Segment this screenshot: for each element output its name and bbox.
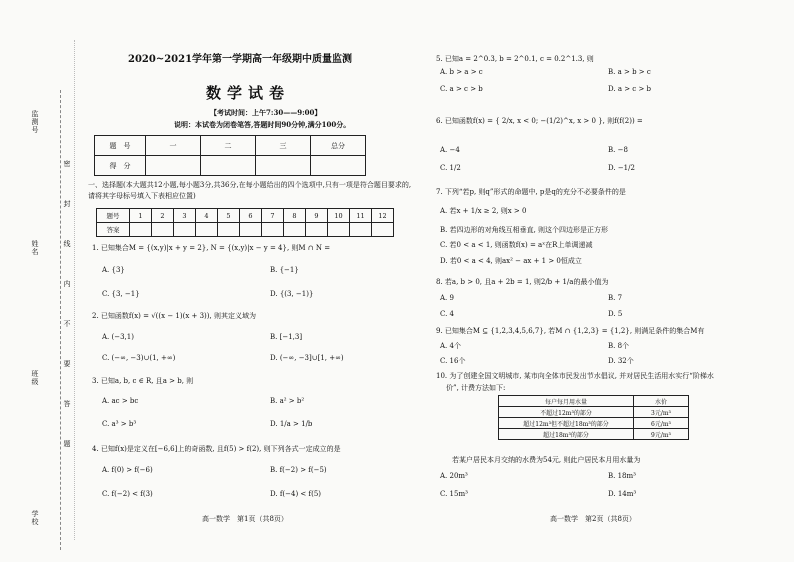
- binding-margin: [0, 0, 78, 562]
- page-2: [432, 40, 784, 545]
- subject-title: 数学试卷: [206, 84, 291, 102]
- question-8-option-a[interactable]: A. 9: [440, 294, 454, 302]
- seal-char: 封: [63, 200, 71, 208]
- question-8-option-c[interactable]: C. 4: [440, 310, 455, 318]
- question-5-stem: 5. 已知a = 2^0.3, b = 2^0.1, c = 0.2^1.3, 则: [436, 55, 594, 63]
- score-row-label: 得 分: [95, 156, 146, 176]
- water-table-cell: 9元/m³: [634, 429, 689, 440]
- question-3-option-a[interactable]: A. ac > bc: [102, 397, 139, 405]
- question-9-stem: 9. 已知集合M ⊆ {1,2,3,4,5,6,7}, 若M ∩ {1,2,3} = {1,2}, 则满足条件的集合M有: [436, 327, 705, 335]
- seal-line: [60, 90, 61, 550]
- answer-number: 7: [262, 209, 284, 223]
- question-8-option-b[interactable]: B. 7: [608, 294, 623, 302]
- score-header: 二: [201, 136, 256, 156]
- question-7-option-c[interactable]: C. 若0 < a < 1, 则函数f(x) = aˣ在R上单调递减: [440, 241, 593, 249]
- score-cell[interactable]: [201, 156, 256, 176]
- answer-cell[interactable]: [174, 223, 196, 237]
- question-10-option-c[interactable]: C. 15m³: [440, 490, 468, 498]
- water-table-header: 水价: [634, 396, 689, 407]
- answer-cell[interactable]: [196, 223, 218, 237]
- question-3-stem: 3. 已知a, b, c ∈ R, 且a > b, 则: [92, 377, 194, 385]
- question-1-option-b[interactable]: B. {−1}: [270, 266, 299, 274]
- answer-cell[interactable]: [240, 223, 262, 237]
- seal-char: 线: [63, 240, 71, 248]
- question-5-option-c[interactable]: C. a > c > b: [440, 85, 483, 93]
- water-table-cell: 6元/m³: [634, 418, 689, 429]
- question-5-option-a[interactable]: A. b > a > c: [440, 68, 483, 76]
- question-3-option-b[interactable]: B. a² > b²: [270, 397, 305, 405]
- score-header: 题 号: [95, 136, 146, 156]
- exam-title: 2020~2021学年第一学期高一年级期中质量监测: [128, 54, 353, 65]
- water-table-header: 每户每月用水量: [499, 396, 634, 407]
- answer-table: [96, 208, 394, 237]
- question-7-option-d[interactable]: D. 若0 < a < 4, 则ax² − ax + 1 > 0恒成立: [440, 257, 582, 265]
- question-8-stem: 8. 若a, b > 0, 且a + 2b = 1, 则2/b + 1/a的最小值为: [436, 278, 609, 286]
- answer-number: 12: [372, 209, 394, 223]
- question-7-stem: 7. 下列“若p, 则q”形式的命题中, p是q的充分不必要条件的是: [436, 188, 626, 196]
- question-4-option-a[interactable]: A. f(0) > f(−6): [102, 466, 153, 474]
- question-6-option-d[interactable]: D. −1/2: [608, 164, 635, 172]
- score-cell[interactable]: [146, 156, 201, 176]
- question-1-stem: 1. 已知集合M = {(x,y)|x + y = 2}, N = {(x,y)|x − y = 4}, 则M ∩ N =: [92, 244, 331, 252]
- question-9-option-a[interactable]: A. 4个: [440, 342, 461, 350]
- school-label: 学校: [31, 510, 39, 526]
- score-table: [94, 135, 366, 176]
- answer-number: 9: [306, 209, 328, 223]
- exam-time: 【考试时间：上午7:30——9:00】: [210, 108, 322, 117]
- question-9-option-c[interactable]: C. 16个: [440, 357, 466, 365]
- margin-dotted-line: [74, 40, 75, 540]
- score-header: 一: [146, 136, 201, 156]
- page-footer: 高一数学 第1页（共8页）: [202, 515, 288, 523]
- answer-number: 5: [218, 209, 240, 223]
- seal-char: 要: [63, 360, 71, 368]
- answer-cell[interactable]: [328, 223, 350, 237]
- answer-cell[interactable]: [306, 223, 328, 237]
- answer-cell[interactable]: [372, 223, 394, 237]
- question-6-option-a[interactable]: A. −4: [440, 146, 460, 154]
- water-table-cell: 超过18m³的部分: [499, 429, 634, 440]
- answer-cell[interactable]: [152, 223, 174, 237]
- question-5-option-b[interactable]: B. a > b > c: [608, 68, 651, 76]
- question-9-option-d[interactable]: D. 32个: [608, 357, 634, 365]
- answer-number: 11: [350, 209, 372, 223]
- question-4-option-b[interactable]: B. f(−2) > f(−5): [270, 466, 327, 474]
- question-2-option-c[interactable]: C. (−∞, −3)∪(1, +∞): [102, 354, 176, 362]
- question-3-option-c[interactable]: C. a³ > b³: [102, 420, 137, 428]
- monitor-number-label: 监测号: [31, 110, 39, 134]
- answer-number: 1: [130, 209, 152, 223]
- question-2-option-a[interactable]: A. (−3,1): [102, 333, 134, 341]
- page-1: [88, 40, 426, 545]
- answer-number: 8: [284, 209, 306, 223]
- answer-cell[interactable]: [350, 223, 372, 237]
- question-10-stem: 10. 为了创建全国文明城市, 某市向全体市民发出节水倡议, 并对居民生活用水实行“阶梯水: [436, 372, 714, 380]
- question-9-option-b[interactable]: B. 8个: [608, 342, 630, 350]
- answer-header-label: 题号: [97, 209, 130, 223]
- answer-number: 10: [328, 209, 350, 223]
- seal-char: 内: [63, 280, 71, 288]
- question-3-option-d[interactable]: D. 1/a > 1/b: [270, 420, 313, 428]
- answer-row-label: 答案: [97, 223, 130, 237]
- answer-cell[interactable]: [262, 223, 284, 237]
- score-cell[interactable]: [256, 156, 311, 176]
- question-10-tail: 若某户居民本月交纳的水费为54元, 则此户居民本月用水量为: [452, 456, 641, 464]
- question-6-stem: 6. 已知函数f(x) = { 2/x, x < 0; −(1/2)^x, x > 0 }, 则f(f(2)) =: [436, 117, 643, 125]
- question-4-stem: 4. 已知f(x)是定义在[−6,6]上的奇函数, 且f(5) > f(2), 则下列各式一定成立的是: [92, 445, 341, 453]
- water-table-cell: 3元/m³: [634, 407, 689, 418]
- page-footer: 高一数学 第2页（共8页）: [550, 515, 636, 523]
- answer-cell[interactable]: [130, 223, 152, 237]
- score-header: 总分: [311, 136, 366, 156]
- question-7-option-a[interactable]: A. 若x + 1/x ≥ 2, 则x > 0: [440, 207, 527, 215]
- question-1-option-c[interactable]: C. {3, −1}: [102, 290, 140, 298]
- score-header: 三: [256, 136, 311, 156]
- question-6-option-c[interactable]: C. 1/2: [440, 164, 461, 172]
- seal-char: 答: [63, 400, 71, 408]
- seal-char: 不: [63, 320, 71, 328]
- question-2-stem: 2. 已知函数f(x) = √((x − 1)(x + 3)), 则其定义域为: [92, 312, 256, 320]
- water-table-cell: 不超过12m³的部分: [499, 407, 634, 418]
- question-10-option-d[interactable]: D. 14m³: [608, 490, 637, 498]
- seal-char: 题: [63, 440, 71, 448]
- question-10-option-b[interactable]: B. 18m³: [608, 472, 636, 480]
- answer-number: 3: [174, 209, 196, 223]
- answer-number: 4: [196, 209, 218, 223]
- question-10-option-a[interactable]: A. 20m³: [440, 472, 468, 480]
- question-4-option-d[interactable]: D. f(−4) < f(5): [270, 490, 322, 498]
- question-8-option-d[interactable]: D. 5: [608, 310, 623, 318]
- question-4-option-c[interactable]: C. f(−2) < f(3): [102, 490, 153, 498]
- name-label: 姓名: [31, 240, 39, 256]
- answer-number: 6: [240, 209, 262, 223]
- score-cell[interactable]: [311, 156, 366, 176]
- question-6-option-b[interactable]: B. −8: [608, 146, 628, 154]
- answer-cell[interactable]: [284, 223, 306, 237]
- question-2-option-d[interactable]: D. (−∞, −3]∪[1, +∞): [270, 354, 344, 362]
- water-table-cell: 超过12m³但不超过18m³的部分: [499, 418, 634, 429]
- question-5-option-d[interactable]: D. a > c > b: [608, 85, 652, 93]
- question-1-option-d[interactable]: D. {(3, −1)}: [270, 290, 314, 298]
- class-label: 班级: [31, 370, 39, 386]
- seal-char: 密: [63, 160, 71, 168]
- section-intro: 一、选择题(本大题共12小题,每小题3分,共36分,在每小题给出的四个选项中,只有一项是符合题目要求的,请将其字母标号填入下表相应位置): [88, 181, 412, 200]
- exam-note: 说明：本试卷为闭卷笔答,答题时间90分钟,满分100分。: [174, 120, 351, 129]
- question-7-option-b[interactable]: B. 若四边形的对角线互相垂直, 则这个四边形是正方形: [440, 226, 609, 234]
- water-price-table: [498, 395, 689, 440]
- question-2-option-b[interactable]: B. [−1,3]: [270, 333, 303, 341]
- answer-number: 2: [152, 209, 174, 223]
- answer-cell[interactable]: [218, 223, 240, 237]
- question-1-option-a[interactable]: A. {3}: [102, 266, 125, 274]
- question-10-stem-cont: 价”, 计费方法如下:: [446, 384, 506, 392]
